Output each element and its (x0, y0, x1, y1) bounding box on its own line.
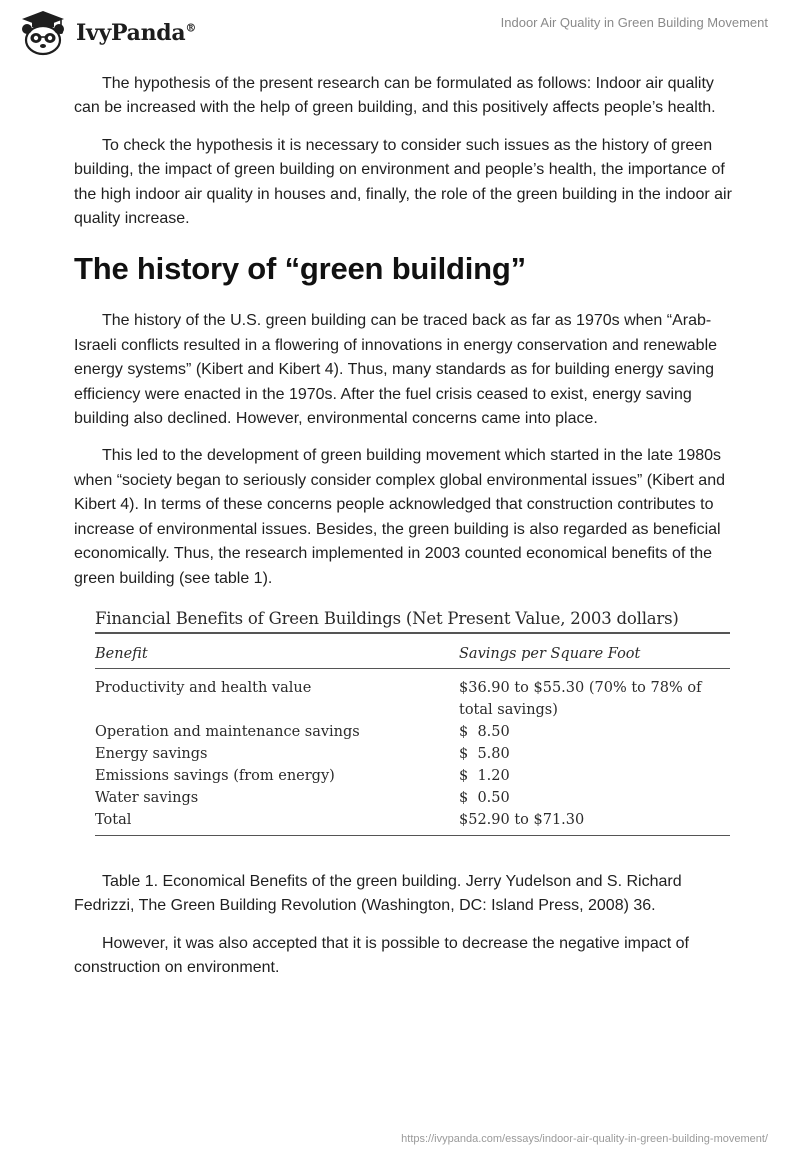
table-header-cell: Savings per Square Foot (459, 645, 641, 662)
table-cell: Operation and maintenance savings (95, 723, 360, 740)
table-caption: Table 1. Economical Benefits of the green building. Jerry Yudelson and S. Richard Fedrizzi, The Green Building Revolution (Washington, DC: Island Press, 2008) 36. (74, 872, 682, 915)
table-cell: Water savings (95, 789, 199, 806)
essay-content (74, 72, 734, 994)
running-title: Indoor Air Quality in Green Building Movement (500, 15, 768, 30)
table-row (95, 765, 730, 787)
table-row (95, 699, 730, 721)
table-header-row (95, 634, 730, 669)
brand-logo[interactable] (14, 10, 196, 56)
paragraph: To check the hypothesis it is necessary to consider such issues as the history of green building, the impact of green building on environment and people’s health, the importance of the high indoor air quality in houses and, finally, the role of the green building in the indoor air quality increase. (74, 136, 732, 228)
table-title: Financial Benefits of Green Buildings (Net Present Value, 2003 dollars) (95, 609, 730, 634)
table-cell: $52.90 to $71.30 (459, 811, 585, 828)
section-heading: The history of “green building” (74, 251, 526, 287)
table-cell (95, 699, 459, 721)
table-cell: Energy savings (95, 745, 208, 762)
table-header-cell: Benefit (95, 645, 148, 662)
table-cell: Productivity and health value (95, 679, 312, 696)
source-url[interactable]: https://ivypanda.com/essays/indoor-air-quality-in-green-building-movement/ (401, 1133, 768, 1145)
table-cell: $36.90 to $55.30 (70% to 78% of (459, 679, 702, 696)
table-row (95, 721, 730, 743)
paragraph: The hypothesis of the present research can be formulated as follows: Indoor air quality can be increased with the help of green building, and this positively affects people’s health. (74, 75, 716, 117)
table-body (95, 669, 730, 836)
table-cell: $ 5.80 (459, 745, 510, 762)
table-cell: Emissions savings (from energy) (95, 767, 335, 784)
table-cell: $ 8.50 (459, 723, 510, 740)
financial-benefits-table (95, 609, 730, 836)
page-header (0, 0, 800, 66)
paragraph: However, it was also accepted that it is possible to decrease the negative impact of construction on environment. (74, 934, 689, 977)
table-cell: $ 0.50 (459, 789, 510, 806)
table-row (95, 743, 730, 765)
table-row (95, 787, 730, 809)
table-cell: $ 1.20 (459, 767, 510, 784)
paragraph: This led to the development of green building movement which started in the late 1980s when “society began to seriously consider complex global environmental issues” (Kibert and Kibert 4). In terms of these concerns people acknowledged that construction contributes to increase of environmental issues. Besides, the green building is also regarded as beneficial economically. Thus, the research implemented in 2003 counted economical benefits of the green building (see table 1). (74, 447, 725, 587)
table-cell: total savings) (459, 701, 558, 718)
panda-graduate-icon (14, 10, 72, 56)
table-cell: Total (95, 811, 132, 828)
brand-name: IvyPanda® (76, 20, 197, 46)
paragraph: The history of the U.S. green building can be traced back as far as 1970s when “Arab-Israeli conflicts resulted in a flowering of innovations in energy conservation and renewable energy systems” (Kibert and Kibert 4). Thus, many standards as for building energy saving efficiency were enacted in the 1970s. After the fuel crisis ceased to exist, energy saving building also declined. However, environmental concerns came into place. (74, 312, 718, 428)
table-row (95, 809, 730, 831)
table-row (95, 677, 730, 699)
